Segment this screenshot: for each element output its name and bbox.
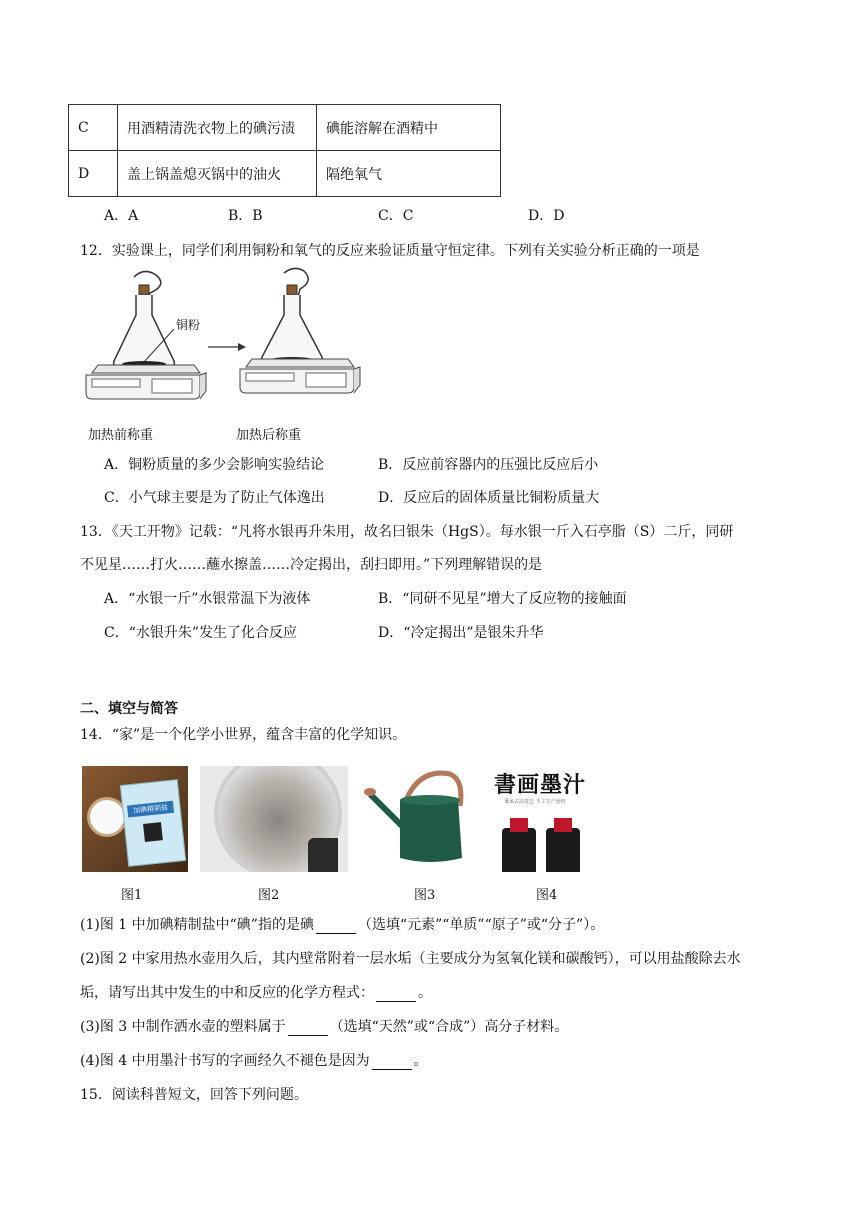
q12-option-a: A．铜粉质量的多少会影响实验结论: [104, 457, 325, 473]
table-row: [69, 151, 501, 197]
options-table: [68, 104, 501, 197]
figure-4-caption: 图4: [536, 888, 558, 903]
q11-option-d: D．D: [528, 208, 565, 224]
q14-part2-line2: [80, 982, 432, 1002]
flask-before-icon: [114, 271, 175, 367]
figure-3-caption: 图3: [414, 888, 436, 903]
q13-stem-line2: 不见星……打火……蘸水擦盖……冷定揭出，刮扫即用。”下列理解错误的是: [80, 557, 543, 573]
answer-blank[interactable]: [316, 919, 356, 934]
q12-option-b: B．反应前容器内的压强比反应后小: [378, 457, 599, 473]
q14-part1-text-a: (1)图 1 中加碘精制盐中“碘”指的是碘: [80, 917, 314, 933]
q11-option-a: A．A: [104, 208, 139, 224]
q14-part3-text-b: （选填“天然”或“合成”）高分子材料。: [329, 1019, 569, 1035]
q11-option-b: B．B: [228, 208, 263, 224]
caption-before: 加热前称重: [88, 428, 154, 443]
q12-stem: 12．实验课上，同学们利用铜粉和氧气的反应来验证质量守恒定律。下列有关实验分析正确的一项是: [80, 243, 700, 259]
q14-part4-text-b: 。: [413, 1053, 428, 1069]
q14-part4: [80, 1050, 428, 1070]
figure-2-kettle-image: [200, 766, 348, 872]
answer-blank[interactable]: [288, 1021, 328, 1036]
section-title: 二、填空与简答: [80, 701, 178, 717]
ink-sub-text: 秉承古法技艺 手工生产团结: [504, 799, 566, 805]
q13-option-c: C．“水银升朱”发生了化合反应: [104, 625, 298, 641]
figure-1-caption: 图1: [121, 888, 143, 903]
row-action: 用酒精清洗衣物上的碘污渍: [118, 105, 317, 151]
q14-part2-text-c: 。: [418, 985, 432, 1001]
figure-3-watering-can-image: [360, 766, 478, 872]
q15-stem: 15．阅读科普短文，回答下列问题。: [80, 1087, 308, 1103]
q14-part1: [80, 914, 604, 934]
q14-part3: [80, 1016, 568, 1036]
q11-option-c: C．C: [378, 208, 414, 224]
figure-2-caption: 图2: [258, 888, 280, 903]
q13-option-a: A．“水银一斤”水银常温下为液体: [104, 591, 311, 607]
ink-brand-text: 書画墨汁: [494, 772, 587, 798]
balance-experiment-figure: [76, 265, 376, 415]
row-reason: 隔绝氧气: [317, 151, 501, 197]
q12-option-d: D．反应后的固体质量比铜粉质量大: [378, 490, 600, 506]
q14-part2-line1: (2)图 2 中家用热水壶用久后，其内壁常附着一层水垢（主要成分为氢氧化镁和碳酸钙），可以用盐酸除去水: [80, 951, 741, 967]
row-label: C: [69, 105, 118, 151]
caption-after: 加热后称重: [236, 428, 302, 443]
q14-part3-text-a: (3)图 3 中制作洒水壶的塑料属于: [80, 1019, 286, 1035]
flask-after-icon: [262, 268, 323, 363]
figure-4-ink-image: [490, 766, 602, 872]
row-label: D: [69, 151, 118, 197]
answer-blank[interactable]: [376, 987, 416, 1002]
q12-option-c: C．小气球主要是为了防止气体逸出: [104, 490, 325, 506]
q14-part2-text-b: 垢，请写出其中发生的中和反应的化学方程式：: [80, 985, 374, 1001]
q13-option-b: B．“同研不见星”增大了反应物的接触面: [378, 591, 627, 607]
table-row: [69, 105, 501, 151]
q14-part1-text-b: （选填“元素”“单质”“原子”或“分子”）。: [357, 917, 605, 933]
answer-blank[interactable]: [372, 1055, 412, 1070]
figure-1-salt-image: [82, 766, 188, 872]
row-action: 盖上锅盖熄灭锅中的油火: [118, 151, 317, 197]
q14-stem: 14．“家”是一个化学小世界，蕴含丰富的化学知识。: [80, 727, 407, 743]
q14-part4-text-a: (4)图 4 中用墨汁书写的字画经久不褪色是因为: [80, 1053, 370, 1069]
balance-before-icon: [86, 365, 206, 399]
salt-pack-label: 加碘精制盐: [127, 801, 174, 818]
copper-powder-label: 铜粉: [176, 318, 201, 332]
q13-stem-line1: 13．《天工开物》记载：“凡将水银再升朱用，故名曰银朱（HgS）。每水银一斤入石亭脂（S）二斤，同研: [80, 524, 734, 540]
balance-after-icon: [240, 359, 360, 393]
q13-option-d: D．“冷定揭出”是银朱升华: [378, 625, 544, 641]
row-reason: 碘能溶解在酒精中: [317, 105, 501, 151]
